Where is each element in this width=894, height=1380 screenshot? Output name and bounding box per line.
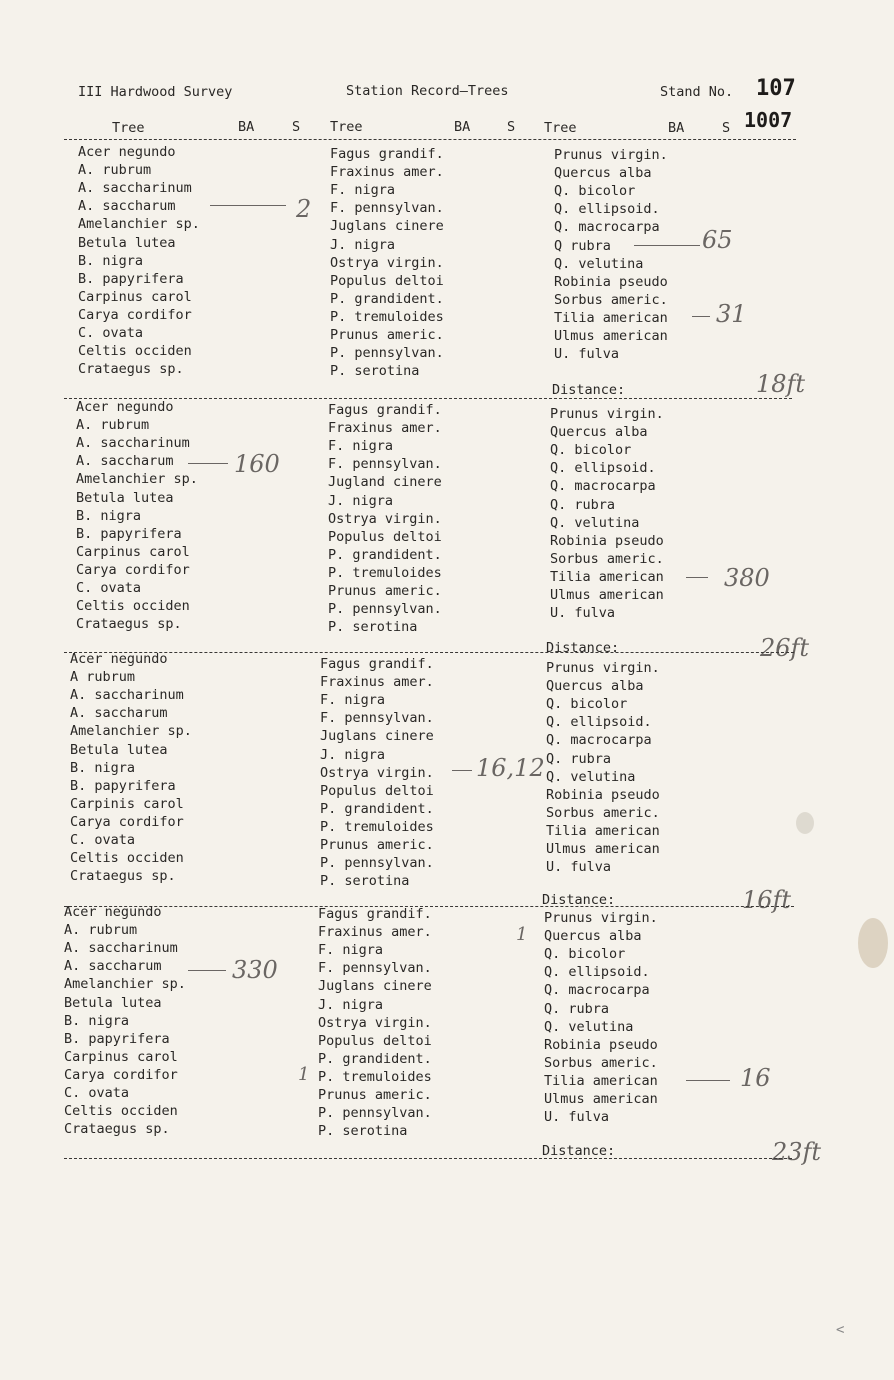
section-2-distance-label: Distance: [546, 640, 620, 656]
species-entry: Robinia pseudo [550, 532, 664, 549]
handwritten-note: 330 [232, 956, 278, 984]
species-entry: U. fulva [544, 1109, 610, 1126]
handwritten-note: 1 [516, 924, 528, 945]
species-entry: Q. velutina [546, 768, 636, 785]
stand-number-stamp-2: 1007 [744, 108, 793, 132]
handwritten-note: 380 [724, 564, 770, 592]
tally-line [686, 577, 708, 578]
species-entry: Amelanchier sp. [76, 471, 198, 488]
species-entry: Prunus americ. [318, 1087, 432, 1103]
species-entry: P. tremuloides [320, 818, 434, 835]
species-entry: Fraxinus amer. [328, 420, 442, 437]
col1-tree-header: Tree [112, 120, 145, 136]
handwritten-note: 16 [740, 1064, 771, 1092]
handwritten-note: 160 [234, 450, 280, 478]
species-entry: Tilia american [554, 309, 668, 326]
species-entry: Sorbus americ. [544, 1054, 658, 1071]
species-entry: Ulmus american [550, 587, 664, 603]
species-entry: Q. ellipsoid. [546, 714, 652, 731]
species-entry: Juglans cinere [318, 978, 432, 995]
species-entry: P. pennsylvan. [320, 855, 434, 872]
species-entry: Carpinus carol [78, 288, 192, 305]
species-entry: P. grandident. [318, 1050, 432, 1067]
species-entry: P. serotina [328, 619, 418, 636]
species-entry: Fagus grandif. [328, 402, 442, 418]
species-entry: Acer negundo [78, 144, 176, 160]
species-entry: B. nigra [64, 1012, 130, 1029]
species-entry: A. saccharum [64, 958, 162, 975]
species-entry: A rubrum [70, 669, 136, 686]
tally-line [634, 245, 700, 246]
species-entry: Fagus grandif. [320, 656, 434, 672]
species-entry: Robinia pseudo [554, 273, 668, 290]
tally-line [692, 316, 710, 317]
tally-line [188, 970, 226, 971]
section-4-divider [64, 1158, 792, 1159]
species-entry: Q. macrocarpa [554, 219, 660, 236]
species-entry: Q. velutina [554, 255, 644, 272]
species-entry: Prunus virgin. [546, 660, 660, 676]
species-entry: Ostrya virgin. [328, 510, 442, 527]
species-entry: Fraxinus amer. [330, 164, 444, 181]
species-entry: Q rubra [554, 237, 611, 254]
species-entry: Carpinus carol [64, 1048, 178, 1065]
species-entry: F. pennsylvan. [318, 960, 432, 977]
species-entry: Q. bicolor [554, 183, 636, 200]
species-entry: Crataegus sp. [76, 616, 182, 633]
species-entry: J. nigra [328, 492, 394, 509]
species-entry: Q. rubra [546, 750, 612, 767]
species-entry: B. nigra [70, 759, 136, 776]
handwritten-note: 16,12 [476, 754, 545, 782]
species-entry: Q. ellipsoid. [544, 964, 650, 981]
species-entry: Q. bicolor [546, 696, 628, 713]
species-entry: Crataegus sp. [70, 868, 176, 885]
species-entry: Celtis occiden [78, 343, 192, 360]
species-entry: J. nigra [320, 746, 386, 763]
species-entry: Prunus americ. [330, 327, 444, 343]
species-entry: Ulmus american [546, 841, 660, 857]
col1-s-header: S [292, 119, 301, 135]
species-entry: J. nigra [318, 996, 384, 1013]
stand-number-stamp: 107 [756, 76, 796, 101]
species-entry: Populus deltoi [320, 782, 434, 799]
species-entry: Populus deltoi [318, 1032, 432, 1049]
species-entry: P. grandident. [320, 800, 434, 817]
species-entry: Betula lutea [76, 489, 174, 506]
species-entry: Populus deltoi [328, 528, 442, 545]
section-4-distance-value: 23ft [772, 1138, 822, 1166]
section-1-distance-value: 18ft [756, 370, 806, 398]
record-subtitle: Station Record—Trees [346, 83, 509, 99]
species-entry: A. saccharinum [76, 435, 190, 452]
species-entry: Fagus grandif. [330, 146, 444, 162]
species-entry: Q. rubra [550, 496, 616, 513]
species-entry: Populus deltoi [330, 272, 444, 289]
species-entry: Ulmus american [554, 328, 668, 344]
species-entry: F. pennsylvan. [330, 200, 444, 217]
species-entry: Acer negundo [76, 399, 174, 415]
stand-label: Stand No. [660, 84, 734, 100]
species-entry: U. fulva [554, 346, 620, 363]
col3-s-header: S [722, 120, 731, 136]
species-entry: P. pennsylvan. [328, 601, 442, 618]
species-entry: Amelanchier sp. [78, 216, 200, 233]
species-entry: Q. ellipsoid. [554, 201, 660, 218]
col2-tree-header: Tree [330, 119, 363, 135]
species-entry: Robinia pseudo [546, 786, 660, 803]
species-entry: Ostrya virgin. [330, 254, 444, 271]
col2-s-header: S [507, 119, 516, 135]
species-entry: Q. velutina [550, 514, 640, 531]
species-entry: F. nigra [328, 438, 394, 455]
species-entry: Prunus virgin. [550, 406, 664, 422]
species-entry: Celtis occiden [70, 850, 184, 867]
species-entry: Carpinus carol [76, 543, 190, 560]
species-entry: P. pennsylvan. [330, 345, 444, 362]
species-entry: Quercus alba [550, 424, 648, 441]
species-entry: Tilia american [544, 1072, 658, 1089]
species-entry: Juglans cinere [330, 218, 444, 235]
species-entry: P. tremuloides [330, 308, 444, 325]
species-entry: Fraxinus amer. [318, 924, 432, 941]
species-entry: B. nigra [78, 252, 144, 269]
species-entry: Acer negundo [70, 651, 168, 667]
species-entry: Fraxinus amer. [320, 674, 434, 691]
tally-line [188, 463, 228, 464]
species-entry: B. papyrifera [78, 270, 184, 287]
species-entry: C. ovata [70, 832, 136, 848]
section-4-distance-label: Distance: [542, 1143, 616, 1159]
species-entry: Sorbus americ. [546, 804, 660, 821]
species-entry: Fagus grandif. [318, 906, 432, 922]
species-entry: Amelanchier sp. [64, 976, 186, 993]
col2-ba-header: BA [454, 119, 471, 135]
species-entry: A. rubrum [76, 417, 150, 434]
species-entry: Acer negundo [64, 904, 162, 920]
species-entry: A. saccharum [76, 453, 174, 470]
survey-title: III Hardwood Survey [78, 84, 233, 100]
species-entry: A. saccharinum [70, 687, 184, 704]
species-entry: Quercus alba [544, 928, 642, 945]
species-entry: Amelanchier sp. [70, 723, 192, 740]
species-entry: P. grandident. [330, 290, 444, 307]
species-entry: U. fulva [550, 605, 616, 622]
species-entry: A. saccharinum [78, 180, 192, 197]
species-entry: P. serotina [330, 363, 420, 380]
tally-line [452, 770, 472, 771]
species-entry: Crataegus sp. [64, 1121, 170, 1138]
species-entry: B. papyrifera [70, 777, 176, 794]
species-entry: Betula lutea [78, 234, 176, 251]
species-entry: Q. bicolor [550, 442, 632, 459]
species-entry: Carya cordifor [76, 561, 190, 578]
section-2-distance-value: 26ft [760, 634, 810, 662]
species-entry: F. nigra [318, 942, 384, 959]
species-entry: A. rubrum [64, 922, 138, 939]
species-entry: Celtis occiden [64, 1103, 178, 1120]
species-entry: Q. macrocarpa [550, 478, 656, 495]
species-entry: Ostrya virgin. [318, 1014, 432, 1031]
species-entry: Carya cordifor [78, 306, 192, 323]
species-entry: Tilia american [546, 822, 660, 839]
species-entry: A. saccharinum [64, 940, 178, 957]
species-entry: P. grandident. [328, 546, 442, 563]
species-entry: P. serotina [318, 1123, 408, 1140]
species-entry: Sorbus americ. [550, 550, 664, 567]
handwritten-note: 1 [298, 1064, 310, 1085]
species-entry: P. tremuloides [318, 1068, 432, 1085]
species-entry: C. ovata [76, 580, 142, 596]
species-entry: Q. ellipsoid. [550, 460, 656, 477]
species-entry: Prunus virgin. [554, 147, 668, 163]
header-divider [64, 139, 796, 140]
handwritten-note: 65 [702, 226, 733, 254]
species-entry: J. nigra [330, 236, 396, 253]
section-3-distance-value: 16ft [742, 886, 792, 914]
tally-line [686, 1080, 730, 1081]
species-entry: Q. rubra [544, 1000, 610, 1017]
species-entry: Robinia pseudo [544, 1036, 658, 1053]
species-entry: F. pennsylvan. [328, 456, 442, 473]
species-entry: Betula lutea [64, 994, 162, 1011]
section-2-divider [64, 652, 794, 653]
species-entry: F. pennsylvan. [320, 710, 434, 727]
species-entry: F. nigra [330, 182, 396, 199]
species-entry: Tilia american [550, 568, 664, 585]
species-entry: Sorbus americ. [554, 291, 668, 308]
species-entry: A. rubrum [78, 162, 152, 179]
species-entry: U. fulva [546, 859, 612, 876]
species-entry: Prunus americ. [320, 837, 434, 853]
species-entry: Celtis occiden [76, 598, 190, 615]
species-entry: Prunus americ. [328, 583, 442, 599]
species-entry: Ulmus american [544, 1091, 658, 1107]
species-entry: Carya cordifor [70, 813, 184, 830]
species-entry: Jugland cinere [328, 474, 442, 491]
species-entry: Carya cordifor [64, 1066, 178, 1083]
species-entry: Ostrya virgin. [320, 764, 434, 781]
species-entry: Q. macrocarpa [544, 982, 650, 999]
section-3-distance-label: Distance: [542, 892, 616, 908]
paper-stain [858, 918, 888, 968]
col3-tree-header: Tree [544, 120, 577, 136]
tally-line [210, 205, 286, 206]
species-entry: P. serotina [320, 873, 410, 890]
species-entry: A. saccharum [78, 198, 176, 215]
handwritten-note: 2 [296, 195, 312, 223]
species-entry: B. papyrifera [64, 1030, 170, 1047]
species-entry: Q. bicolor [544, 946, 626, 963]
species-entry: Q. macrocarpa [546, 732, 652, 749]
species-entry: Q. velutina [544, 1018, 634, 1035]
species-entry: Prunus virgin. [544, 910, 658, 926]
handwritten-note: 31 [716, 300, 747, 328]
species-entry: P. tremuloides [328, 564, 442, 581]
species-entry: Juglans cinere [320, 728, 434, 745]
species-entry: C. ovata [78, 325, 144, 341]
species-entry: A. saccharum [70, 705, 168, 722]
col1-ba-header: BA [238, 119, 255, 135]
species-entry: F. nigra [320, 692, 386, 709]
col3-ba-header: BA [668, 120, 685, 136]
paper-stain [796, 812, 814, 834]
species-entry: B. nigra [76, 507, 142, 524]
species-entry: Quercus alba [546, 678, 644, 695]
species-entry: Quercus alba [554, 165, 652, 182]
species-entry: Betula lutea [70, 741, 168, 758]
section-1-distance-label: Distance: [552, 382, 626, 398]
species-entry: Crataegus sp. [78, 361, 184, 378]
species-entry: P. pennsylvan. [318, 1105, 432, 1122]
species-entry: C. ovata [64, 1085, 130, 1101]
corner-mark-icon: < [836, 1322, 845, 1338]
species-entry: Carpinis carol [70, 795, 184, 812]
species-entry: B. papyrifera [76, 525, 182, 542]
